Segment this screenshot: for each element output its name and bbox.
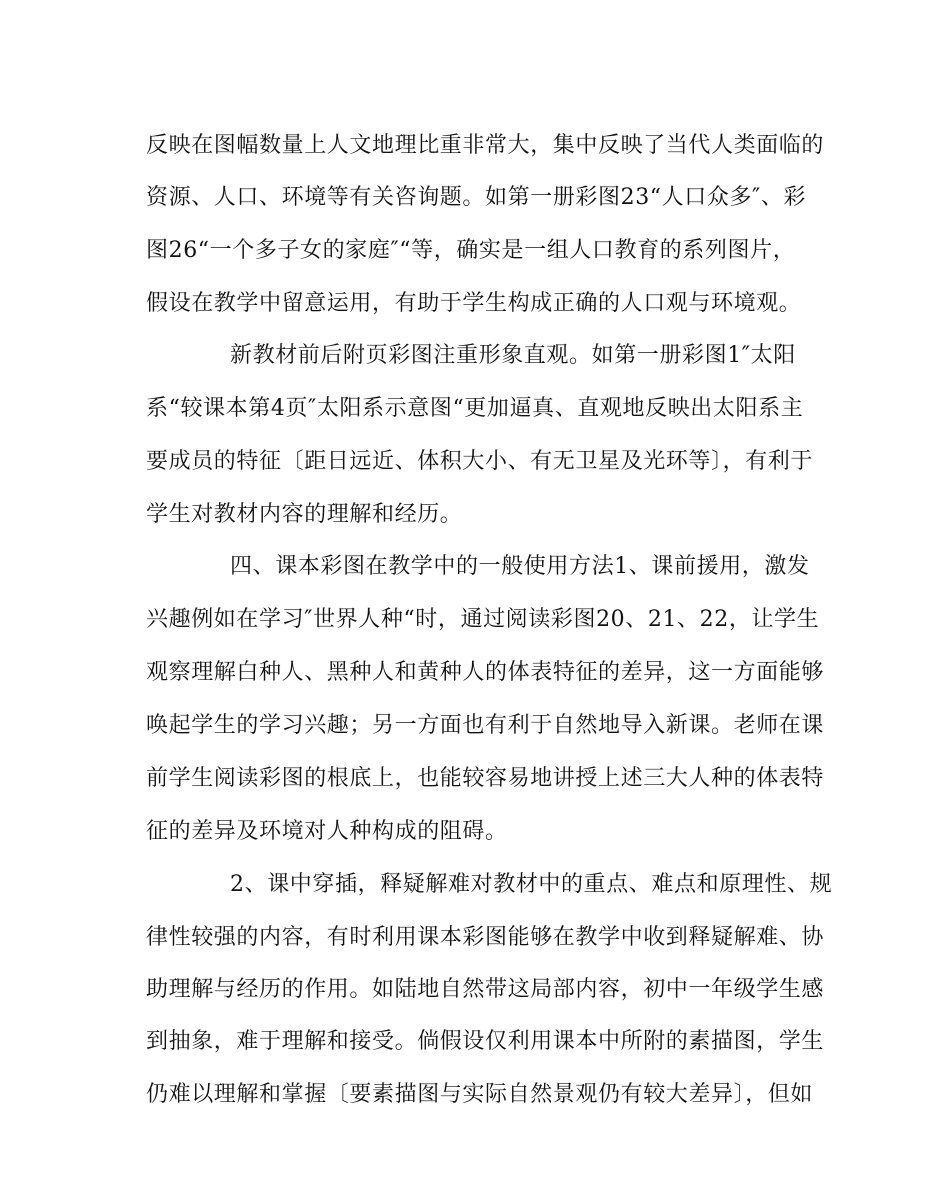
text-line-4: 假设在教学中留意运用，有助于学生构成正确的人口观与环境观。 bbox=[146, 291, 802, 316]
text-line-13: 前学生阅读彩图的根底上，也能较容易地讲授上述三大人种的体表特 bbox=[146, 766, 825, 791]
text-line-3: 图26“一个多子女的家庭″“等，确实是一组人口教育的系列图片， bbox=[146, 238, 796, 263]
text-line-12: 唤起学生的学习兴趣；另一方面也有利于自然地导入新课。老师在课 bbox=[146, 713, 825, 738]
text-line-18: 到抽象，难于理解和接受。倘假设仅利用课本中所附的素描图，学生 bbox=[146, 1029, 825, 1054]
paragraph-start-line-15: 2、课中穿插，释疑解难对教材中的重点、难点和原理性、规 bbox=[230, 872, 833, 897]
paragraph-start-line-5: 新教材前后附页彩图注重形象直观。如第一册彩图1″太阳 bbox=[230, 343, 796, 368]
text-line-10: 兴趣例如在学习″世界人种“时，通过阅读彩图20、21、22，让学生 bbox=[146, 607, 820, 632]
text-line-11: 观察理解白种人、黑种人和黄种人的体表特征的差异，这一方面能够 bbox=[146, 660, 825, 685]
paragraph-start-line-9: 四、课本彩图在教学中的一般使用方法1、课前援用，激发 bbox=[230, 554, 810, 579]
text-line-1: 反映在图幅数量上人文地理比重非常大，集中反映了当代人类面临的 bbox=[146, 133, 825, 158]
text-line-17: 助理解与经历的作用。如陆地自然带这局部内容，初中一年级学生感 bbox=[146, 977, 825, 1002]
text-line-6: 系“较课本第4页″太阳系示意图“更加逼真、直观地反映出太阳系主 bbox=[146, 396, 804, 421]
text-line-2: 资源、人口、环境等有关咨询题。如第一册彩图23“人口众多″、彩 bbox=[146, 185, 807, 210]
text-line-14: 征的差异及环境对人种构成的阻碍。 bbox=[146, 819, 508, 844]
text-line-19: 仍难以理解和掌握〔要素描图与实际自然景观仍有较大差异〕，但如 bbox=[146, 1082, 814, 1107]
text-line-7: 要成员的特征〔距日远近、体积大小、有无卫星及光环等〕，有利于 bbox=[146, 449, 814, 474]
text-line-16: 律性较强的内容，有时利用课本彩图能够在教学中收到释疑解难、协 bbox=[146, 925, 825, 950]
text-line-8: 学生对教材内容的理解和经历。 bbox=[146, 502, 463, 527]
